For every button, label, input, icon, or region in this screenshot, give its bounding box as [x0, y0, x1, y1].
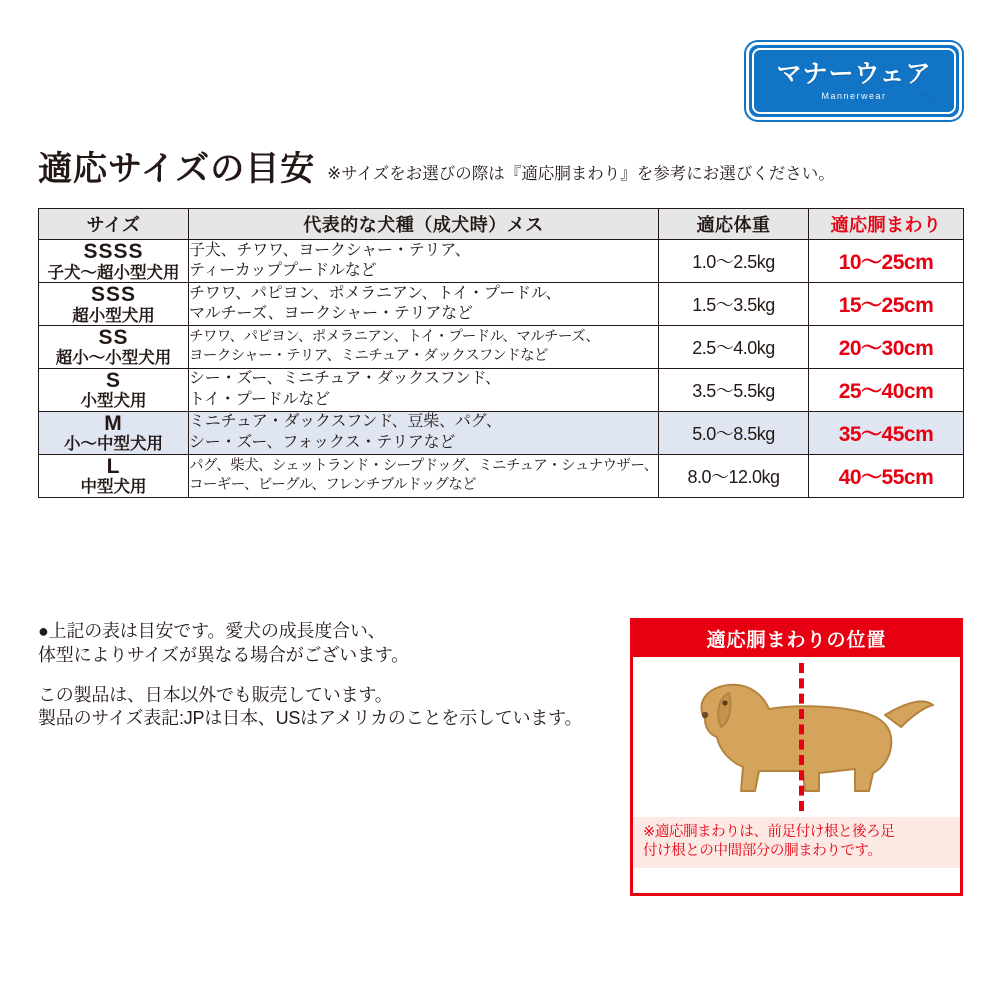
cell-breeds [189, 454, 659, 497]
waist-caption-line-1: ※適応胴まわりは、前足付け根と後ろ足 [643, 824, 895, 840]
size-label: S [105, 368, 121, 392]
note-line-1: ●上記の表は目安です。愛犬の成長度合い、 [38, 621, 386, 641]
cell-size [39, 325, 189, 368]
breed-line: シー・ズー、ミニチュア・ダックスフンド、 [189, 370, 501, 388]
cell-weight: 5.0～8.5kg [659, 411, 809, 454]
breed-line: コーギー、ビーグル、フレンチブルドッグなど [189, 476, 477, 493]
header-size: サイズ [39, 209, 189, 240]
cell-waist: 25～40cm [809, 368, 964, 411]
table-row [39, 325, 964, 368]
size-label: SSSS [83, 240, 144, 263]
cell-size [39, 282, 189, 325]
size-sublabel: 小～中型犬用 [64, 435, 163, 454]
header-breeds: 代表的な犬種（成犬時）メス [189, 209, 659, 240]
note-line-4: 製品のサイズ表記:JPは日本、USはアメリカのことを示しています。 [38, 708, 583, 729]
waist-caption-line-2: 付け根との中間部分の胴まわりです。 [643, 842, 882, 859]
size-label: SSS [90, 282, 137, 306]
cell-weight: 1.5～3.5kg [659, 282, 809, 325]
header-weight: 適応体重 [659, 209, 809, 240]
brand-logo-inner [752, 48, 956, 114]
size-guide-table [38, 208, 964, 498]
breed-line: 子犬、チワワ、ヨークシャー・テリア、 [189, 241, 471, 259]
cell-waist: 15～25cm [809, 282, 964, 325]
cell-size [39, 368, 189, 411]
cell-waist: 20～30cm [809, 325, 964, 368]
size-label: L [106, 454, 121, 478]
cell-breeds [189, 325, 659, 368]
size-label: SS [98, 325, 129, 349]
breed-line: ティーカッププードルなど [189, 261, 377, 279]
table-row [39, 454, 964, 497]
size-label: M [104, 411, 123, 435]
cell-waist: 10～25cm [809, 240, 964, 283]
heading-row [38, 152, 963, 186]
size-sublabel: 超小～小型犬用 [55, 349, 172, 368]
note-line-3: この製品は、日本以外でも販売しています。 [38, 684, 393, 705]
cell-size [39, 240, 189, 283]
breed-line: シー・ズー、フォックス・テリアなど [189, 433, 456, 451]
breed-line: マルチーズ、ヨークシャー・テリアなど [189, 304, 473, 322]
cell-breeds [189, 368, 659, 411]
table-body [39, 240, 964, 498]
breed-line: チワワ、パピヨン、ポメラニアン、トイ・プードル、マルチーズ、 [189, 329, 600, 346]
breed-line: パグ、柴犬、シェットランド・シープドッグ、ミニチュア・シュナウザー、 [189, 458, 658, 475]
size-sublabel: 子犬～超小型犬用 [47, 263, 180, 282]
cell-breeds [189, 240, 659, 283]
cell-size [39, 411, 189, 454]
cell-weight: 1.0～2.5kg [659, 240, 809, 283]
waist-panel-caption [633, 817, 960, 868]
dog-eye [722, 700, 727, 705]
brand-logo [746, 42, 962, 120]
dog-side-view-icon [633, 657, 963, 817]
notes-block [38, 620, 618, 731]
breed-line: トイ・プードルなど [189, 390, 330, 408]
page-title: 適応サイズの目安 [38, 150, 316, 188]
dog-illustration [633, 657, 960, 817]
table-row [39, 411, 964, 454]
cell-waist: 35～45cm [809, 411, 964, 454]
cell-size [39, 454, 189, 497]
heading-note: ※サイズをお選びの際は『適応胴まわり』を参考にお選びください。 [327, 164, 835, 183]
brand-name-jp: マナーウェア [776, 59, 932, 88]
cell-weight: 2.5～4.0kg [659, 325, 809, 368]
size-sublabel: 超小型犬用 [72, 306, 155, 325]
note-line-2: 体型によりサイズが異なる場合がございます。 [38, 644, 409, 665]
header-waist: 適応胴まわり [809, 209, 964, 240]
breed-line: ヨークシャー・テリア、ミニチュア・ダックスフンドなど [189, 347, 548, 364]
dashed-measure-line [799, 663, 804, 811]
cell-weight: 3.5～5.5kg [659, 368, 809, 411]
breed-line: ミニチュア・ダックスフンド、豆柴、パグ、 [189, 413, 502, 431]
table-header-row [39, 209, 964, 240]
waist-position-panel [630, 618, 963, 896]
size-sublabel: 中型犬用 [80, 478, 147, 497]
paw-icon: 🐾 [919, 89, 938, 106]
brand-name-en: Mannerwear [821, 90, 887, 101]
waist-panel-title: 適応胴まわりの位置 [633, 621, 960, 657]
table-row [39, 368, 964, 411]
table-row [39, 282, 964, 325]
cell-waist: 40～55cm [809, 454, 964, 497]
table-row [39, 240, 964, 283]
cell-breeds [189, 282, 659, 325]
cell-weight: 8.0～12.0kg [659, 454, 809, 497]
size-sublabel: 小型犬用 [80, 392, 147, 411]
cell-breeds [189, 411, 659, 454]
breed-line: チワワ、パピヨン、ポメラニアン、トイ・プードル、 [189, 284, 562, 302]
dog-nose [702, 712, 708, 718]
